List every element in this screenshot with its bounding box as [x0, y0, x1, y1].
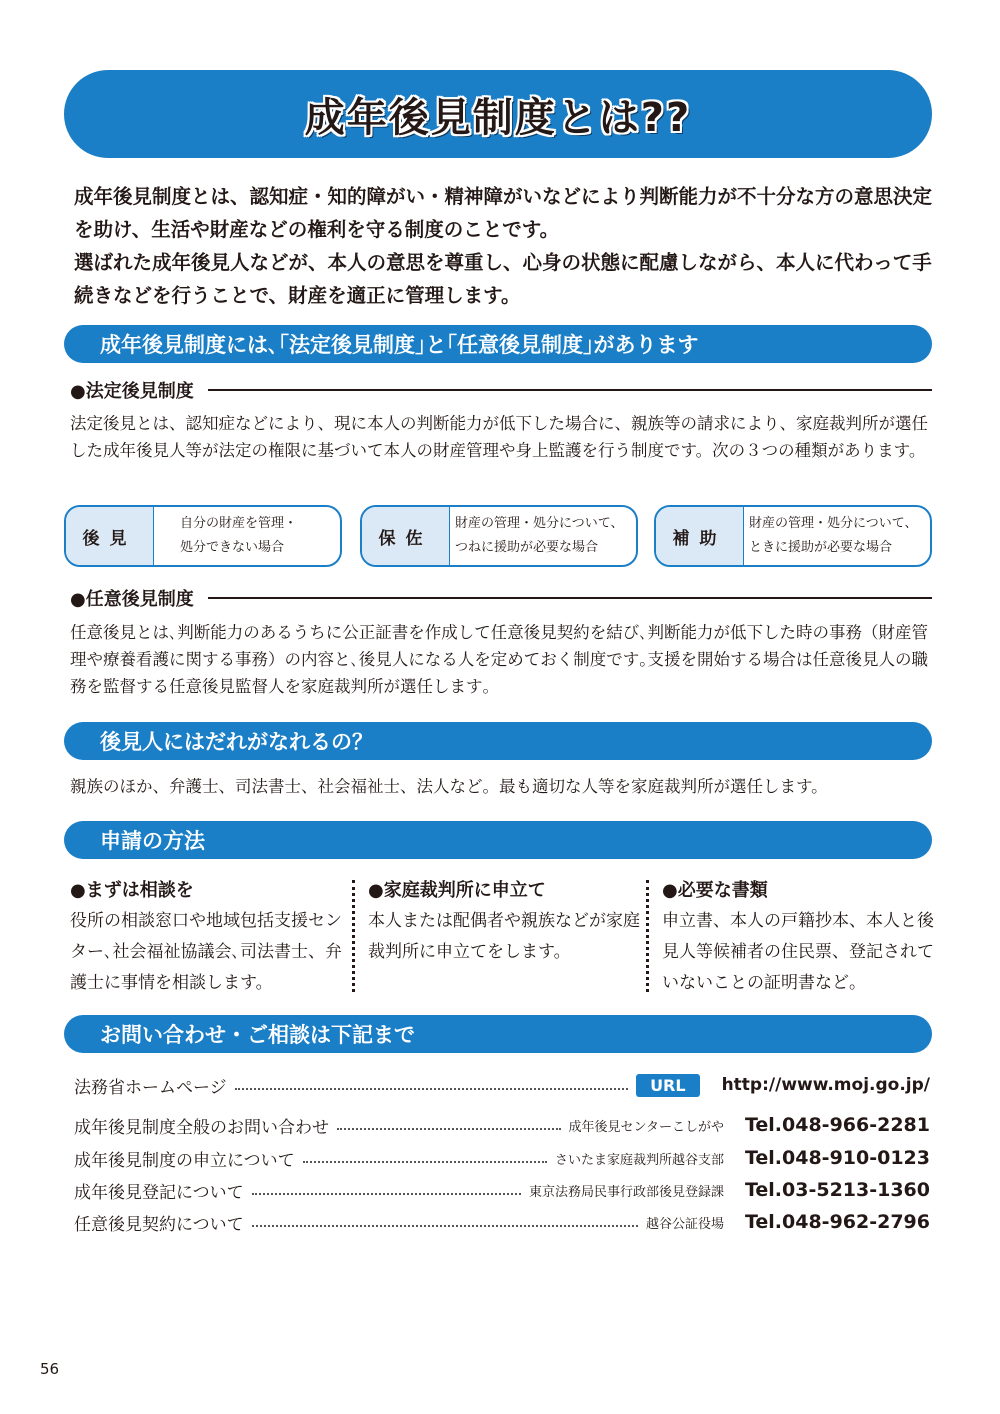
contact-label: 成年後見登記について: [74, 1182, 244, 1203]
contact-label: 成年後見制度の申立について: [74, 1150, 295, 1171]
intro-paragraph-2: 選ばれた成年後見人などが、本人の意思を尊重し、心身の状態に配慮しながら、本人に代わって手続きなどを行うことで、財産を適正に管理します。: [74, 251, 932, 307]
contact-tel[interactable]: Tel.048-910-0123: [744, 1147, 930, 1169]
section-heading-systems: 成年後見制度には､｢法定後見制度｣と｢任意後見制度｣があります: [64, 325, 932, 363]
contact-row: [74, 1176, 930, 1204]
divider: [208, 389, 932, 391]
section-heading-application: 申請の方法: [64, 821, 932, 859]
homepage-row: [74, 1071, 930, 1099]
type-desc-line: 財産の管理・処分について、: [455, 516, 624, 531]
type-box-assistance: [654, 505, 932, 567]
dot-leader: [337, 1128, 561, 1130]
type-desc-line: 財産の管理・処分について、: [749, 516, 918, 531]
type-description: [450, 507, 636, 565]
statutory-guardianship-heading: [70, 377, 932, 403]
contact-row: [74, 1144, 930, 1172]
type-description: [154, 507, 340, 565]
step-body: 申立書、本人の戸籍抄本、本人と後見人等候補者の住民票、登記されていないことの証明書など。: [662, 911, 934, 993]
step-heading: ●まずは相談を: [70, 880, 194, 901]
step-petition: [368, 876, 644, 968]
contact-org: さいたま家庭裁判所越谷支部: [554, 1152, 724, 1168]
type-name: 後見: [66, 507, 154, 565]
voluntary-guardianship-heading: [70, 585, 932, 611]
contact-row: [74, 1208, 930, 1236]
dot-leader: [235, 1088, 628, 1090]
type-box-curatorship: [360, 505, 638, 567]
voluntary-label: ●任意後見制度: [70, 589, 194, 610]
type-name: 保佐: [362, 507, 450, 565]
step-body: 本人または配偶者や親族などが家庭裁判所に申立てをします。: [368, 911, 640, 962]
contact-tel[interactable]: Tel.048-966-2281: [744, 1114, 930, 1136]
type-name: 補助: [656, 507, 744, 565]
dot-leader: [252, 1225, 638, 1227]
voluntary-body: 任意後見とは､判断能力のあるうちに公正証書を作成して任意後見契約を結び､判断能力が低下した時の事務（財産管理や療養看護に関する事務）の内容と､後見人になる人を定めておく制度です｡支援を開始する場合は任意後見人の職務を監督する任意後見監督人を家庭裁判所が選任します｡: [70, 623, 928, 696]
type-desc-line: 自分の財産を管理・: [180, 516, 298, 531]
dot-leader: [252, 1193, 521, 1195]
contact-tel[interactable]: Tel.03-5213-1360: [744, 1179, 930, 1201]
contact-tel[interactable]: Tel.048-962-2796: [744, 1211, 930, 1233]
section-heading-who: 後見人にはだれがなれるの？: [64, 722, 932, 760]
contact-label: 成年後見制度全般のお問い合わせ: [74, 1117, 329, 1138]
step-heading: ●必要な書類: [662, 880, 768, 901]
statutory-body: 法定後見とは、認知症などにより、現に本人の判断能力が低下した場合に、親族等の請求により、家庭裁判所が選任した成年後見人等が法定の権限に基づいて本人の財産管理や身上監護を行う制度です。次の３つの種類があります。: [70, 414, 928, 460]
contact-org: 成年後見センターこしがや: [568, 1119, 724, 1135]
contact-label: 法務省ホームページ: [74, 1077, 227, 1098]
divider: [208, 597, 932, 599]
column-divider: [352, 880, 355, 992]
step-documents: [662, 876, 938, 999]
type-desc-line: 処分できない場合: [180, 540, 285, 555]
contact-label: 任意後見契約について: [74, 1214, 244, 1235]
contact-org: 越谷公証役場: [645, 1216, 724, 1232]
section-heading-contact: お問い合わせ・ご相談は下記まで: [64, 1015, 932, 1053]
who-body: 親族のほか、弁護士、司法書士、社会福祉士、法人など。最も適切な人等を家庭裁判所が選任します。: [70, 777, 828, 796]
title-banner: [64, 70, 932, 158]
type-box-guardianship: [64, 505, 342, 567]
statutory-label: ●法定後見制度: [70, 381, 194, 402]
column-divider: [646, 880, 649, 992]
type-description: [744, 507, 930, 565]
page-number: 56: [40, 1360, 60, 1378]
url-badge: URL: [636, 1074, 700, 1097]
intro-paragraph-1: 成年後見制度とは、認知症・知的障がい・精神障がいなどにより判断能力が不十分な方の意思決定を助け、生活や財産などの権利を守る制度のことです。: [74, 185, 933, 241]
page-title: 成年後見制度とは??: [304, 94, 692, 141]
contact-row: [74, 1111, 930, 1139]
dot-leader: [303, 1161, 547, 1163]
step-heading: ●家庭裁判所に申立て: [368, 880, 546, 901]
contact-org: 東京法務局民事行政部後見登録課: [528, 1184, 724, 1200]
step-consult: [70, 876, 346, 999]
homepage-link[interactable]: http://www.moj.go.jp/: [721, 1075, 930, 1095]
intro-text: [74, 180, 944, 312]
step-body: 役所の相談窓口や地域包括支援センター､社会福祉協議会､司法書士、弁護士に事情を相談します。: [70, 911, 342, 993]
type-desc-line: つねに援助が必要な場合: [455, 540, 599, 555]
type-desc-line: ときに援助が必要な場合: [749, 540, 893, 555]
